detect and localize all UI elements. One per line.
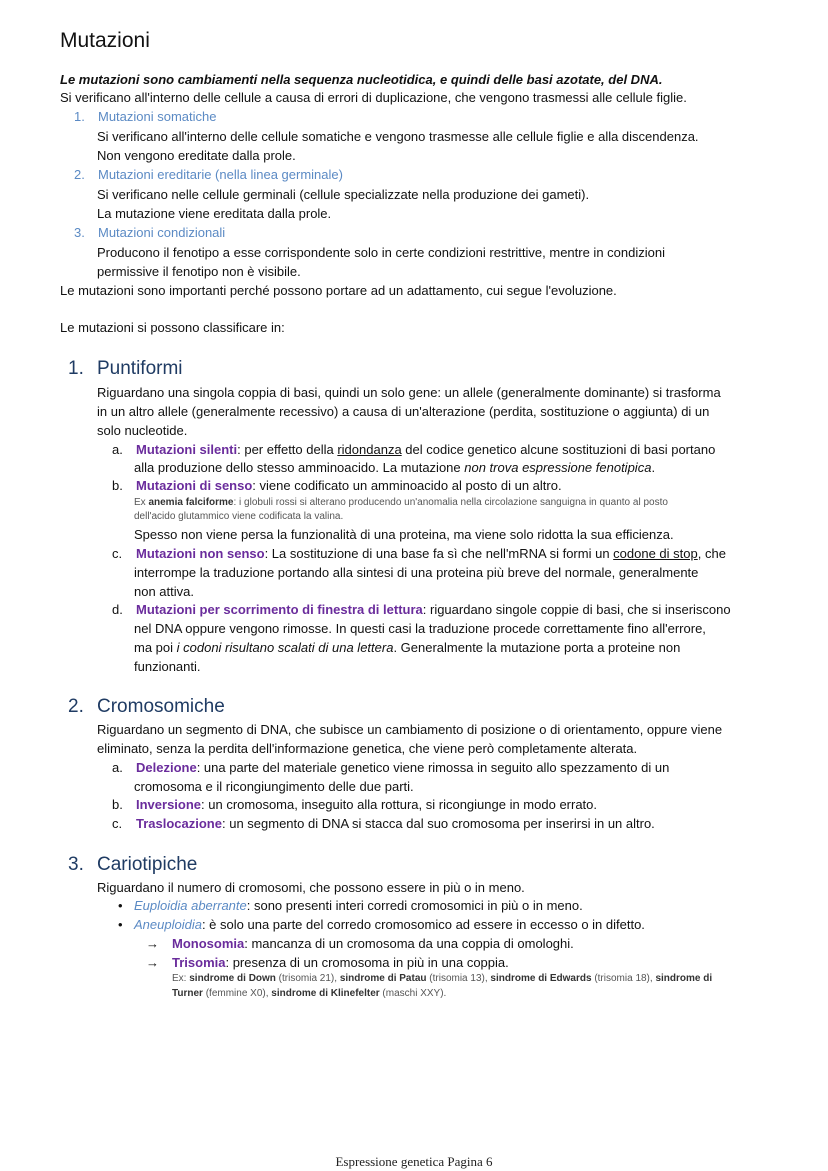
item-senso-example: Ex anemia falciforme: i globuli rossi si alterano producendo un'anomalia nella circolazione sanguigna in quanto al posto [134, 497, 668, 508]
section-2-desc: eliminato, senza la perdita dell'informazione genetica, che viene però completamente alterata. [97, 741, 638, 756]
section-1-desc: in un altro allele (generalmente recessivo) a causa di un'alterazione (perdita, sostituzione o aggiunta) di un [97, 404, 710, 419]
type-1-line: Si verificano all'interno delle cellule somatiche e vengono trasmesse alle cellule figlie e alla discendenza. [97, 129, 699, 144]
arrow-icon: → [146, 936, 159, 951]
page-footer: Espressione genetica Pagina 6 [335, 1154, 493, 1169]
evolution-text: Le mutazioni sono importanti perché possono portare ad un adattamento, cui segue l'evoluzione. [60, 283, 617, 298]
type-1-line: Non vengono ereditate dalla prole. [97, 148, 296, 163]
item-non-senso-line: interrompe la traduzione portando alla sintesi di una proteina più breve del normale, generalmente [134, 565, 699, 580]
type-2-line: Si verificano nelle cellule germinali (cellule specializzate nella produzione dei gameti). [97, 187, 590, 202]
section-2-heading: 2. Cromosomiche [68, 696, 225, 717]
trisomia-example: Ex: sindrome di Down (trisomia 21), sindrome di Patau (trisomia 13), sindrome di Edwards (trisomia 18), sindrome di [172, 973, 713, 984]
item-inversione: b. Inversione: un cromosoma, inseguito alla rottura, si ricongiunge in modo errato. [112, 797, 598, 812]
type-3-heading: 3. Mutazioni condizionali [74, 225, 226, 240]
arrow-monosomia: → Monosomia: mancanza di un cromosoma da una coppia di omologhi. [146, 936, 574, 951]
item-senso-example: dell'acido glutammico viene codificata la valina. [134, 511, 344, 522]
bullet-aneuploidia: • Aneuploidia: è solo una parte del corredo cromosomico ad essere in eccesso o in difetto. [118, 917, 645, 932]
section-1-desc: Riguardano una singola coppia di basi, quindi un solo gene: un allele (generalmente dominante) si trasforma [97, 385, 721, 400]
item-scorrimento: d. Mutazioni per scorrimento di finestra di lettura: riguardano singole coppie di basi, che si inseriscono [112, 602, 731, 617]
intro-text: Si verificano all'interno delle cellule a causa di errori di duplicazione, che vengono trasmessi alle cellule figlie. [60, 90, 687, 105]
trisomia-example: Turner (femmine X0), sindrome di Klinefelter (maschi XXY). [172, 988, 447, 999]
item-silenti-line: alla produzione dello stesso amminoacido. La mutazione non trova espressione fenotipica. [134, 460, 656, 475]
type-3-line: Producono il fenotipo a esse corrispondente solo in certe condizioni restrittive, mentre in condizioni [97, 245, 665, 260]
section-1-desc: solo nucleotide. [97, 423, 188, 438]
item-non-senso-line: non attiva. [134, 584, 194, 599]
item-scorrimento-line: funzionanti. [134, 659, 201, 674]
item-senso-line: Spesso non viene persa la funzionalità di una proteina, ma viene solo ridotta la sua efficienza. [134, 527, 674, 542]
classify-text: Le mutazioni si possono classificare in: [60, 320, 285, 335]
item-non-senso: c. Mutazioni non senso: La sostituzione di una base fa sì che nell'mRNA si formi un codone di stop, che [112, 546, 726, 561]
type-3-line: permissive il fenotipo non è visibile. [97, 264, 301, 279]
bullet-euploidia: • Euploidia aberrante: sono presenti interi corredi cromosomici in più o in meno. [118, 898, 583, 913]
type-2-line: La mutazione viene ereditata dalla prole. [97, 206, 332, 221]
item-traslocazione: c. Traslocazione: un segmento di DNA si stacca dal suo cromosoma per inserirsi in un altro. [112, 816, 655, 831]
section-1-heading: 1. Puntiformi [68, 358, 183, 379]
arrow-icon: → [146, 955, 159, 970]
item-senso: b. Mutazioni di senso: viene codificato un amminoacido al posto di un altro. [112, 478, 562, 493]
item-silenti: a. Mutazioni silenti: per effetto della ridondanza del codice genetico alcune sostituzioni di basi portano [112, 442, 716, 457]
section-2-desc: Riguardano un segmento di DNA, che subisce un cambiamento di posizione o di orientamento, oppure viene [97, 722, 723, 737]
intro-definition: Le mutazioni sono cambiamenti nella sequenza nucleotidica, e quindi delle basi azotate, del DNA. [60, 72, 663, 87]
type-2-heading: 2. Mutazioni ereditarie (nella linea germinale) [74, 167, 343, 182]
item-delezione: a. Delezione: una parte del materiale genetico viene rimossa in seguito allo spezzamento di un [112, 760, 670, 775]
type-1-heading: 1. Mutazioni somatiche [74, 109, 217, 124]
item-scorrimento-line: ma poi i codoni risultano scalati di una lettera. Generalmente la mutazione porta a proteine non [134, 640, 681, 655]
section-3-heading: 3. Cariotipiche [68, 854, 198, 875]
page-title: Mutazioni [60, 29, 150, 52]
item-delezione-line: cromosoma e il ricongiungimento delle due parti. [134, 779, 414, 794]
section-3-desc: Riguardano il numero di cromosomi, che possono essere in più o in meno. [97, 880, 525, 895]
arrow-trisomia: → Trisomia: presenza di un cromosoma in più in una coppia. [146, 955, 509, 970]
item-scorrimento-line: nel DNA oppure vengono rimosse. In questi casi la traduzione procede correttamente fino all'errore, [134, 621, 706, 636]
